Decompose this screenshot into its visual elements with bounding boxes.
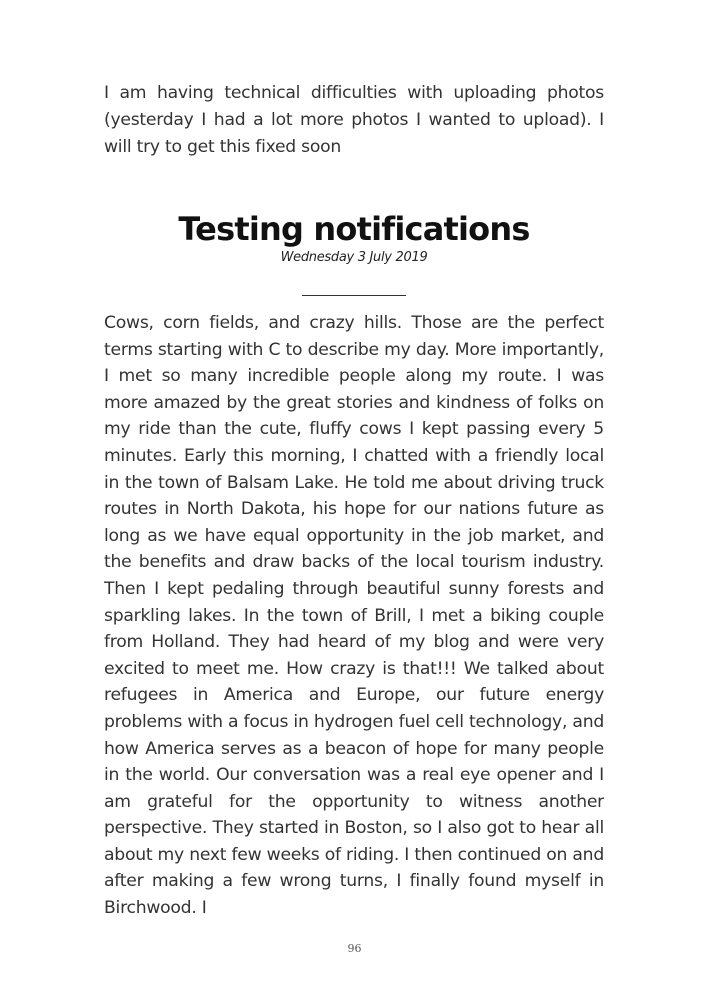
page-content <box>104 80 604 922</box>
intro-paragraph: I am having technical difficulties with uploading photos (yesterday I had a lot more photos I wanted to upload). I will try to get this fixed soon <box>104 83 604 157</box>
page-number: 96 <box>347 942 362 955</box>
post-body: Cows, corn fields, and crazy hills. Those are the perfect terms starting with C to describe my day. More importantly, I met so many incredible people along my route. I was more amazed by the great stories and kindness of folks on my ride than the cute, fluffy cows I kept passing every 5 minutes. Early this morning, I chatted with a friendly local in the town of Balsam Lake. He told me about driving truck routes in North Dakota, his hope for our nations future as long as we have equal opportunity in the job market, and the benefits and draw backs of the local tourism industry. Then I kept pedaling through beautiful sunny forests and sparkling lakes. In the town of Brill, I met a biking couple from Holland. They had heard of my blog and were very excited to meet me. How crazy is that!!! We talked about refugees in America and Europe, our future energy problems with a focus in hydrogen fuel cell technology, and how America serves as a beacon of hope for many people in the world. Our conversation was a real eye opener and I am grateful for the opportunity to witness another perspective. They started in Boston, so I also got to hear all about my next few weeks of riding. I then continued on and after making a few wrong turns, I finally found myself in Birchwood. I <box>104 313 604 919</box>
post-date: Wednesday 3 July 2019 <box>280 250 428 265</box>
title-separator <box>302 295 406 296</box>
post-title: Testing notifications <box>178 210 530 248</box>
